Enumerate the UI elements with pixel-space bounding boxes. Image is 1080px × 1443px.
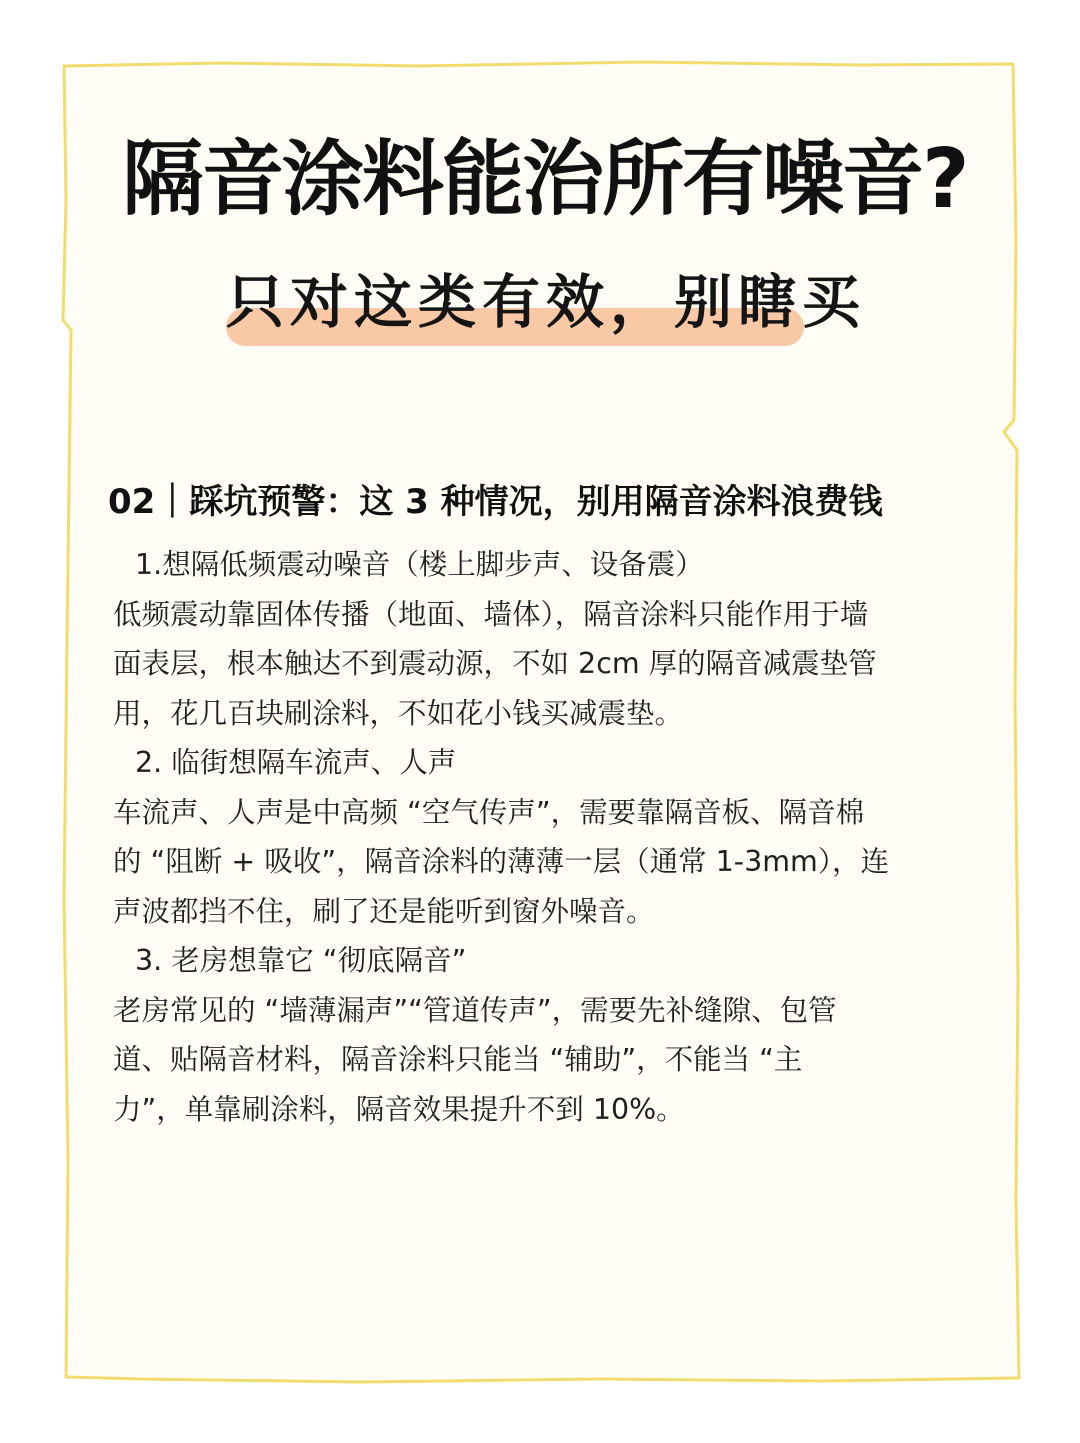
page-subtitle: 只对这类有效，别瞎买 — [226, 268, 867, 336]
item-text-line: 声波都挡不住，刷了还是能听到窗外噪音。 — [113, 894, 655, 928]
item-text-line: 力”，单靠刷涂料，隔音效果提升不到 10%。 — [113, 1092, 685, 1126]
item-text-line: 老房常见的 “墙薄漏声”“管道传声”，需要先补缝隙、包管 — [113, 993, 837, 1027]
item-text-line: 车流声、人声是中高频 “空气传声”，需要靠隔音板、隔音棉 — [113, 795, 865, 829]
item-text-line: 面表层，根本触达不到震动源，不如 2cm 厚的隔音减震垫管 — [113, 647, 877, 680]
item-heading: 1.想隔低频震动噪音（楼上脚步声、设备震） — [135, 548, 704, 581]
section-content — [113, 540, 983, 1134]
section-heading: 02｜踩坑预警：这 3 种情况，别用隔音涂料浪费钱 — [108, 482, 883, 522]
item-heading: 3. 老房想靠它 “彻底隔音” — [135, 944, 467, 977]
subtitle-block — [226, 262, 867, 346]
item-heading: 2. 临街想隔车流声、人声 — [135, 746, 457, 779]
item-text-line: 道、贴隔音材料，隔音涂料只能当 “辅助”，不能当 “主 — [113, 1043, 803, 1076]
list-item — [113, 540, 983, 738]
item-text-line: 用，花几百块刷涂料，不如花小钱买减震垫。 — [113, 696, 684, 730]
list-item — [113, 738, 983, 936]
item-text-line: 的 “阻断 + 吸收”，隔音涂料的薄薄一层（通常 1-3mm），连 — [113, 845, 889, 878]
item-text-line: 低频震动靠固体传播（地面、墙体），隔音涂料只能作用于墙 — [113, 597, 869, 631]
list-item — [113, 936, 983, 1134]
page-title: 隔音涂料能治所有噪音? — [122, 132, 968, 227]
